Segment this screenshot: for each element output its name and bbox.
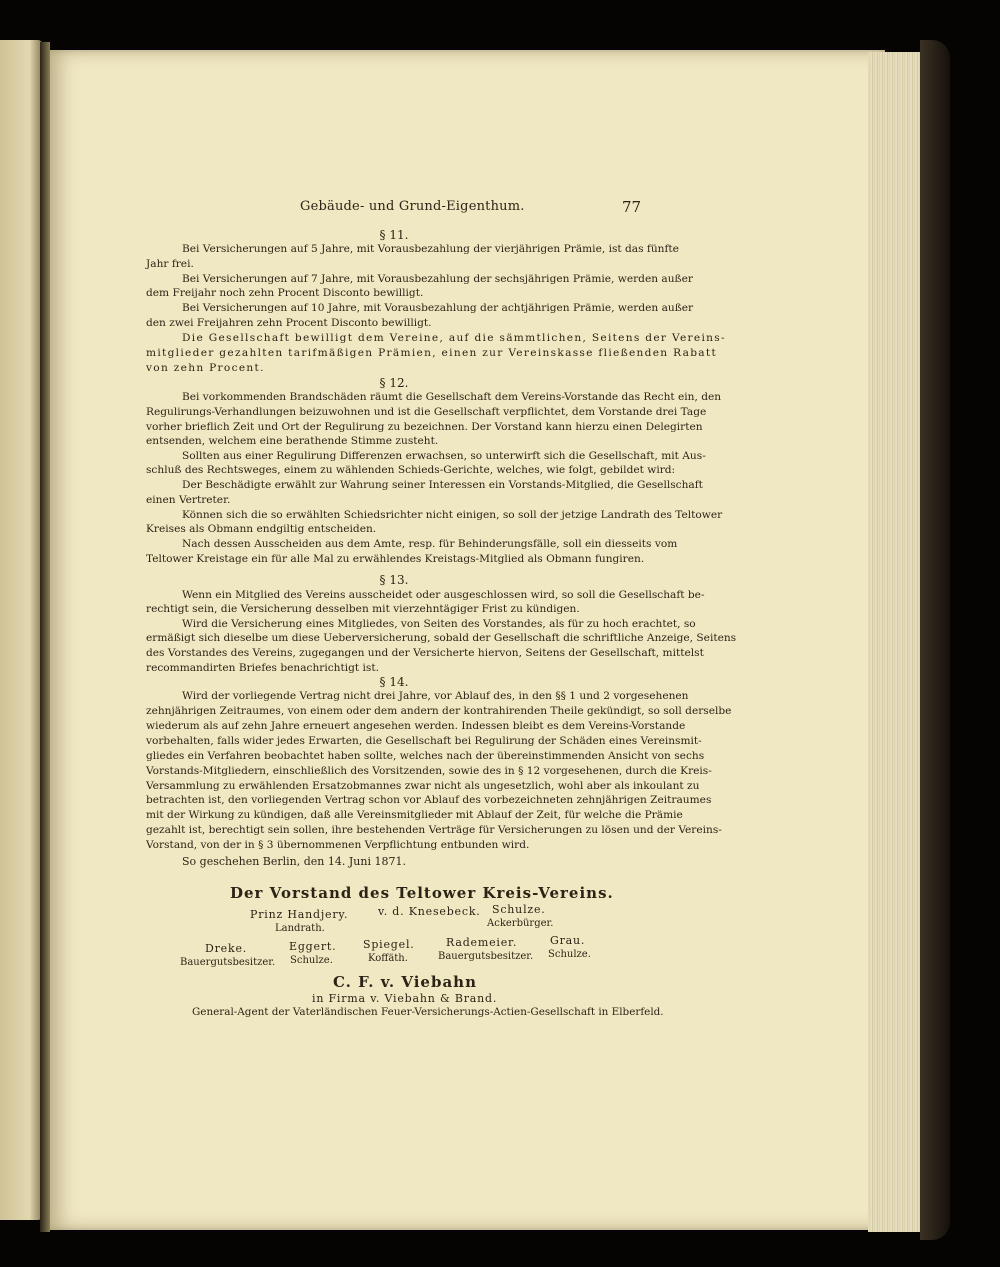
board-member-role: Koffäth. [368,953,408,964]
board-member-role: Bauergutsbesitzer. [180,957,276,968]
paragraph-line: Bei Versicherungen auf 7 Jahre, mit Vorausbezahlung der sechsjährigen Prämie, werden außer [182,273,693,285]
paragraph-line: schluß des Rechtsweges, einem zu wählenden Schieds-Gerichte, welches, wie folgt, gebildet wird: [146,464,676,476]
board-member-name: Grau. [550,934,586,947]
paragraph-line: Wenn ein Mitglied des Vereins ausscheidet oder ausgeschlossen wird, so soll die Gesellschaft be- [182,589,705,601]
paragraph-line: zehnjährigen Zeitraumes, von einem oder dem andern der kontrahirenden Theile gekündigt, so soll derselbe [146,705,732,717]
board-member-role: Schulze. [548,949,591,960]
paragraph-line: Vorstands-Mitgliedern, einschließlich des Vorsitzenden, sowie des in § 12 vorgesehenen, durch die Kreis- [146,765,712,777]
paragraph-line: mitglieder gezahlten tarifmäßigen Prämien, einen zur Vereinskasse fließenden Rabatt [146,347,718,359]
board-member-name: Dreke. [205,942,248,955]
paragraph-line: Die Gesellschaft bewilligt dem Vereine, auf die sämmtlichen, Seitens der Vereins- [182,332,726,344]
agent-name: C. F. v. Viebahn [333,973,477,991]
board-member-name: v. d. Knesebeck. [378,905,481,918]
paragraph-line: Regulirungs-Verhandlungen beizuwohnen und ist die Gesellschaft verpflichtet, dem Vorstande drei Tage [146,406,707,418]
paragraph-line: gliedes ein Verfahren beobachtet haben sollte, welches nach der übereinstimmenden Ansicht von sechs [146,750,705,762]
paragraph-line: entsenden, welchem eine berathende Stimme zusteht. [146,435,439,447]
paragraph-line: ermäßigt sich dieselbe um diese Ueberversicherung, sobald der Gesellschaft die schriftliche Anzeige, Seitens [146,632,737,644]
paragraph-line: Jahr frei. [146,258,194,270]
left-page-edge [0,40,42,1220]
paragraph-line: gezahlt ist, berechtigt sein sollen, ihre bestehenden Verträge für Versicherungen zu lösen und der Vereins- [146,824,722,836]
board-member-name: Schulze. [492,903,546,916]
board-title: Der Vorstand des Teltower Kreis-Vereins. [230,884,614,902]
section-heading-14: § 14. [379,675,409,689]
paragraph-line: rechtigt sein, die Versicherung desselben mit vierzehntägiger Frist zu kündigen. [146,603,580,615]
agent-title: General-Agent der Vaterländischen Feuer-Versicherungs-Actien-Gesellschaft in Elberfeld. [192,1006,664,1018]
paragraph-line: vorbehalten, falls wider jedes Erwarten, die Gesellschaft bei Regulirung der Schäden eines Vereinsmit- [146,735,702,747]
board-member-role: Bauergutsbesitzer. [438,951,534,962]
paragraph-line: einen Vertreter. [146,494,231,506]
board-member-name: Spiegel. [363,938,415,951]
paragraph-line: vorher brieflich Zeit und Ort der Regulirung zu bezeichnen. Der Vorstand kann hierzu einen Delegirten [146,421,703,433]
paragraph-line: den zwei Freijahren zehn Procent Disconto bewilligt. [146,317,432,329]
paragraph-line: Wird die Versicherung eines Mitgliedes, von Seiten des Vorstandes, als für zu hoch erachtet, so [182,618,696,630]
paragraph-line: Teltower Kreistage ein für alle Mal zu erwählendes Kreistags-Mitglied als Obmann fungiren. [146,553,645,565]
paragraph-line: betrachten ist, den vorliegenden Vertrag schon vor Ablauf des vorbezeichneten zehnjährigen Zeitraumes [146,794,712,806]
paragraph-line: wiederum als auf zehn Jahre erneuert angesehen werden. Indessen bleibt es dem Vereins-Vorstande [146,720,686,732]
paragraph-line: Bei Versicherungen auf 5 Jahre, mit Vorausbezahlung der vierjährigen Prämie, ist das fünfte [182,243,679,255]
section-heading-13: § 13. [379,573,409,587]
paragraph-line: Wird der vorliegende Vertrag nicht drei Jahre, vor Ablauf des, in den §§ 1 und 2 vorgesehenen [182,690,689,702]
paragraph-line: Kreises als Obmann endgiltig entscheiden. [146,523,377,535]
board-member-role: Landrath. [275,923,325,934]
book-gutter [40,42,50,1232]
paragraph-line: Nach dessen Ausscheiden aus dem Amte, resp. für Behinderungsfälle, soll ein diesseits vom [182,538,678,550]
paragraph-line: Versammlung zu erwählenden Ersatzobmannes zwar nicht als ungesetzlich, wohl aber als inkoulant zu [146,780,700,792]
section-heading-12: § 12. [379,376,409,390]
paragraph-line: Der Beschädigte erwählt zur Wahrung seiner Interessen ein Vorstands-Mitglied, die Gesellschaft [182,479,703,491]
paragraph-line: Vorstand, von der in § 3 übernommenen Verpflichtung entbunden wird. [146,839,530,851]
paragraph-line: Bei Versicherungen auf 10 Jahre, mit Vorausbezahlung der achtjährigen Prämie, werden außer [182,302,694,314]
paragraph-line: des Vorstandes des Vereins, zugegangen und der Versicherte hiervon, Seitens der Gesellschaft, mittelst [146,647,704,659]
board-member-role: Schulze. [290,955,333,966]
paragraph-line: mit der Wirkung zu kündigen, daß alle Vereinsmitglieder mit Ablauf der Zeit, für welche die Prämie [146,809,683,821]
page-number: 77 [622,198,642,216]
paragraph-line: Bei vorkommenden Brandschäden räumt die Gesellschaft dem Vereins-Vorstande das Recht ein, den [182,391,722,403]
board-member-role: Ackerbürger. [487,918,554,929]
paragraph-line: von zehn Procent. [146,362,265,374]
running-title: Gebäude- und Grund-Eigenthum. [300,199,525,214]
paragraph-line: Sollten aus einer Regulirung Differenzen erwachsen, so unterwirft sich die Gesellschaft, mit Aus- [182,450,706,462]
agent-firm: in Firma v. Viebahn & Brand. [312,992,498,1005]
board-member-name: Prinz Handjery. [250,908,349,921]
paragraph-line: dem Freijahr noch zehn Procent Disconto bewilligt. [146,287,424,299]
dateline: So geschehen Berlin, den 14. Juni 1871. [182,855,406,868]
section-heading-11: § 11. [379,228,409,242]
board-member-name: Eggert. [289,940,337,953]
board-member-name: Rademeier. [446,936,518,949]
paragraph-line: recommandirten Briefes benachrichtigt ist. [146,662,379,674]
paragraph-line: Können sich die so erwählten Schiedsrichter nicht einigen, so soll der jetzige Landrath des Teltower [182,509,723,521]
book-cover [920,40,950,1240]
